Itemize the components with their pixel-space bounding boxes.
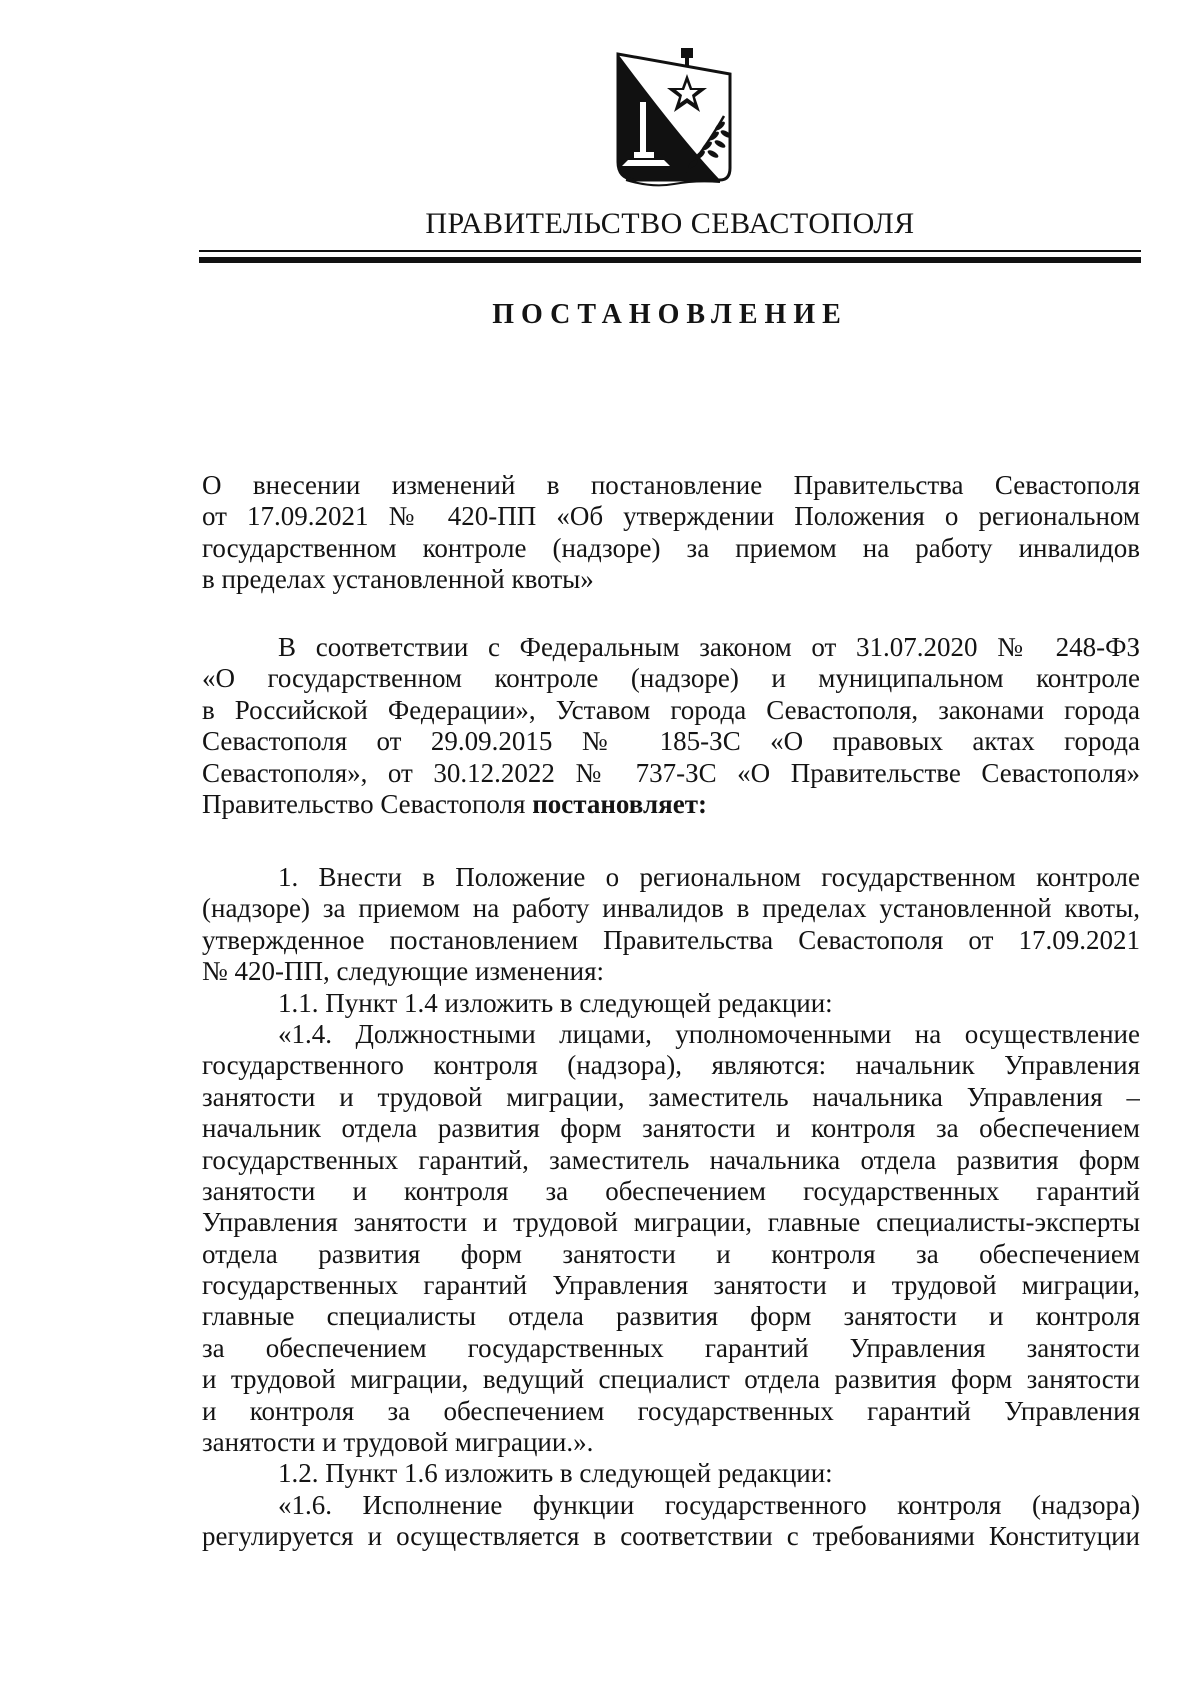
body-line: отдела развития форм занятости и контроля за обеспечением bbox=[202, 1238, 1140, 1269]
body-line: «1.4. Должностными лицами, уполномоченными на осуществление bbox=[278, 1018, 1140, 1049]
body-line: 1.2. Пункт 1.6 изложить в следующей редакции: bbox=[278, 1458, 833, 1489]
preamble-line: «О государственном контроле (надзоре) и муниципальном контроле bbox=[202, 663, 1140, 694]
body-line: 1. Внести в Положение о региональном государственном контроле bbox=[278, 862, 1140, 892]
subject-line: от 17.09.2021 № 420-ПП «Об утверждении Положения о региональном bbox=[202, 501, 1140, 532]
preamble-line: Севастополя», от 30.12.2022 № 737-ЗС «О Правительстве Севастополя» bbox=[202, 757, 1140, 788]
header-divider-thick bbox=[199, 257, 1141, 263]
body-line: начальник отдела развития форм занятости и контроля за обеспечением bbox=[202, 1113, 1140, 1144]
document-body bbox=[202, 862, 1140, 1553]
body-line: регулируется и осуществляется в соответствии с требованиями Конституции bbox=[202, 1521, 1140, 1552]
body-line: за обеспечением государственных гарантий Управления занятости bbox=[202, 1332, 1140, 1363]
body-line: и трудовой миграции, ведущий специалист отдела развития форм занятости bbox=[202, 1364, 1140, 1395]
body-line: государственных гарантий, заместитель начальника отдела развития форм bbox=[202, 1144, 1140, 1175]
preamble-line: в Российской Федерации», Уставом города Севастополя, законами города bbox=[202, 694, 1140, 725]
header-divider-thin bbox=[199, 250, 1141, 252]
body-line: главные специалисты отдела развития форм занятости и контроля bbox=[202, 1301, 1140, 1332]
preamble-line: В соответствии с Федеральным законом от 31.07.2020 № 248-ФЗ bbox=[278, 632, 1140, 662]
body-line: «1.6. Исполнение функции государственного контроля (надзора) bbox=[278, 1489, 1140, 1520]
document-type-title: ПОСТАНОВЛЕНИЕ bbox=[492, 299, 848, 330]
preamble-final-text: Правительство Севастополя bbox=[202, 788, 533, 819]
government-title: ПРАВИТЕЛЬСТВО СЕВАСТОПОЛЯ bbox=[425, 207, 915, 240]
body-line: государственных гарантий Управления занятости и трудовой миграции, bbox=[202, 1270, 1140, 1301]
document-subject bbox=[202, 470, 1140, 596]
decree-keyword: постановляет: bbox=[532, 788, 707, 819]
subject-line: государственном контроле (надзоре) за приемом на работу инвалидов bbox=[202, 532, 1140, 563]
body-line: Управления занятости и трудовой миграции, главные специалисты-эксперты bbox=[202, 1207, 1140, 1238]
body-line: занятости и трудовой миграции.». bbox=[202, 1427, 594, 1458]
subject-line: О внесении изменений в постановление Правительства Севастополя bbox=[202, 470, 1140, 500]
preamble-final-line bbox=[202, 789, 1140, 820]
coat-of-arms-icon bbox=[612, 44, 736, 194]
body-line: занятости и трудовой миграции, заместитель начальника Управления – bbox=[202, 1081, 1140, 1112]
body-line: государственного контроля (надзора), являются: начальник Управления bbox=[202, 1050, 1140, 1081]
body-line: (надзоре) за приемом на работу инвалидов в пределах установленной квоты, bbox=[202, 893, 1140, 924]
preamble bbox=[202, 632, 1140, 820]
body-line: 1.1. Пункт 1.4 изложить в следующей редакции: bbox=[278, 987, 833, 1018]
body-line: и контроля за обеспечением государственных гарантий Управления bbox=[202, 1395, 1140, 1426]
body-line: № 420-ПП, следующие изменения: bbox=[202, 956, 605, 987]
preamble-line: Севастополя от 29.09.2015 № 185-ЗС «О правовых актах города bbox=[202, 726, 1140, 757]
body-line: утвержденное постановлением Правительства Севастополя от 17.09.2021 bbox=[202, 924, 1140, 955]
body-line: занятости и контроля за обеспечением государственных гарантий bbox=[202, 1175, 1140, 1206]
subject-line: в пределах установленной квоты» bbox=[202, 564, 594, 595]
